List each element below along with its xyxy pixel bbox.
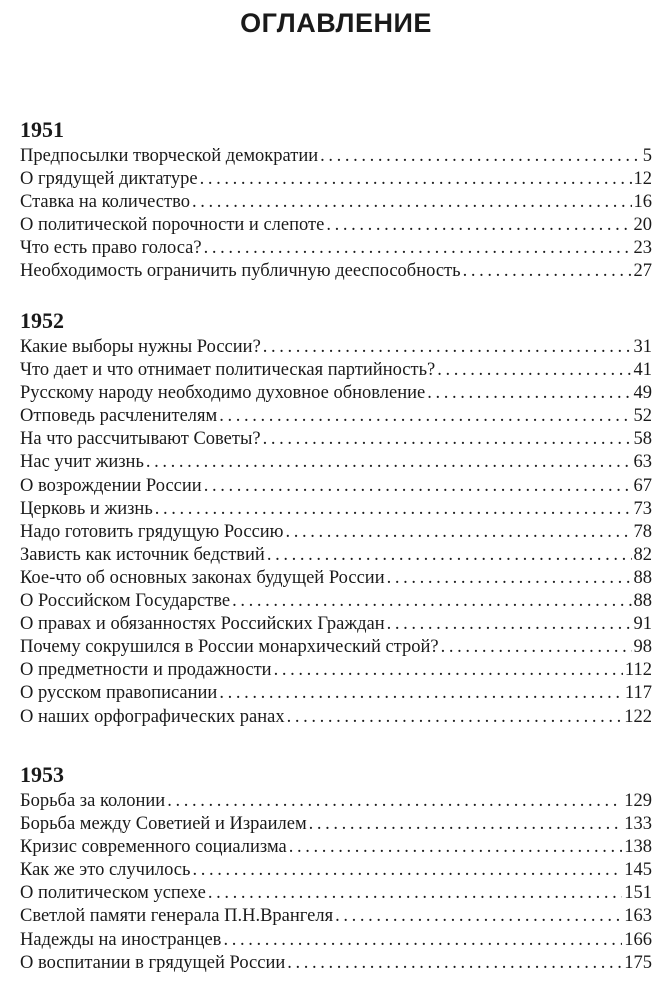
- toc-entry-page-number: 91: [633, 614, 652, 635]
- section-1951: [20, 117, 652, 284]
- toc-entry-page-number: 67: [633, 475, 652, 496]
- toc-entry-title: Предпосылки творческой демократии: [20, 146, 319, 166]
- toc-entry-title: Церковь и жизнь: [20, 498, 153, 519]
- dot-leader: [204, 237, 632, 260]
- dot-leader: [286, 521, 632, 544]
- dot-leader: [219, 405, 631, 428]
- dot-leader: [263, 428, 632, 451]
- toc-entry[interactable]: [20, 428, 652, 451]
- toc-entry[interactable]: [20, 929, 652, 952]
- toc-entry-title: Нас учит жизнь: [20, 452, 144, 473]
- dot-leader: [267, 544, 632, 567]
- toc-entry-page-number: 138: [624, 837, 652, 858]
- toc-entry[interactable]: [20, 882, 652, 905]
- dot-leader: [320, 145, 641, 168]
- toc-entry[interactable]: [20, 359, 652, 382]
- toc-entry-title: Какие выборы нужны России?: [20, 337, 261, 357]
- toc-entry-page-number: 82: [633, 544, 652, 565]
- entry-list: [20, 790, 652, 975]
- toc-entry[interactable]: [20, 191, 652, 214]
- dot-leader: [204, 475, 632, 498]
- toc-entry-page-number: 16: [633, 192, 652, 213]
- section-1952: [20, 308, 652, 729]
- toc-entry-title: Русскому народу необходимо духовное обновление: [20, 383, 426, 404]
- toc-entry-title: Почему сокрушился в России монархический строй?: [20, 637, 439, 658]
- dot-leader: [287, 952, 622, 975]
- toc-entry[interactable]: [20, 567, 652, 590]
- toc-entry-page-number: 5: [642, 146, 652, 166]
- toc-entry[interactable]: [20, 237, 652, 260]
- toc-entry[interactable]: [20, 405, 652, 428]
- toc-entry-title: О воспитании в грядущей России: [20, 952, 286, 973]
- toc-entry-title: Что есть право голоса?: [20, 238, 202, 259]
- toc-entry[interactable]: [20, 382, 652, 405]
- dot-leader: [192, 859, 622, 882]
- toc-entry-page-number: 98: [633, 637, 652, 658]
- section-1953: [20, 762, 652, 975]
- dot-leader: [387, 613, 632, 636]
- toc-entry-page-number: 52: [633, 406, 652, 427]
- toc-entry[interactable]: [20, 613, 652, 636]
- toc-entry[interactable]: [20, 451, 652, 474]
- toc-entry[interactable]: [20, 590, 652, 613]
- dot-leader: [441, 636, 632, 659]
- section-year: 1951: [20, 117, 64, 142]
- toc-entry-title: Отповедь расчленителям: [20, 406, 218, 427]
- toc-entry-title: Надо готовить грядущую Россию: [20, 521, 284, 542]
- page-title: ОГЛАВЛЕНИЕ: [240, 8, 432, 38]
- toc-entry-title: О политическом успехе: [20, 883, 206, 904]
- toc-entry-page-number: 58: [633, 429, 652, 450]
- entry-list: [20, 336, 652, 729]
- toc-entry[interactable]: [20, 498, 652, 521]
- toc-entry-page-number: 27: [633, 261, 652, 282]
- toc-entry-page-number: 166: [624, 929, 652, 950]
- toc-entry[interactable]: [20, 836, 652, 859]
- toc-entry[interactable]: [20, 659, 652, 682]
- dot-leader: [192, 191, 632, 214]
- dot-leader: [287, 706, 623, 729]
- toc-entry[interactable]: [20, 636, 652, 659]
- toc-entry-title: О политической порочности и слепоте: [20, 215, 325, 236]
- toc-entry[interactable]: [20, 706, 652, 729]
- dot-leader: [437, 359, 631, 382]
- toc-entry-page-number: 117: [624, 683, 652, 704]
- toc-entry-page-number: 88: [633, 591, 652, 612]
- toc-entry-title: Светлой памяти генерала П.Н.Врангеля: [20, 906, 334, 927]
- toc-entry-title: Ставка на количество: [20, 192, 190, 213]
- toc-entry[interactable]: [20, 145, 652, 168]
- toc-entry-page-number: 41: [633, 360, 652, 381]
- toc-entry-title: Надежды на иностранцев: [20, 929, 222, 950]
- toc-entry-page-number: 31: [633, 337, 652, 357]
- toc-entry-title: О предметности и продажности: [20, 660, 272, 681]
- toc-entry-title: О наших орфографических ранах: [20, 706, 285, 727]
- toc-entry-page-number: 63: [633, 452, 652, 473]
- dot-leader: [309, 813, 623, 836]
- dot-leader: [232, 590, 631, 613]
- toc-entry-title: Что дает и что отнимает политическая партийность?: [20, 360, 436, 381]
- dot-leader: [387, 567, 632, 590]
- toc-entry[interactable]: [20, 790, 652, 813]
- dot-leader: [463, 260, 632, 283]
- dot-leader: [200, 168, 632, 191]
- toc-entry-title: О правах и обязанностях Российских Граждан: [20, 614, 385, 635]
- dot-leader: [223, 929, 622, 952]
- toc-entry-title: Зависть как источник бедствий: [20, 544, 265, 565]
- dot-leader: [167, 790, 622, 813]
- toc-entry-page-number: 145: [624, 860, 652, 881]
- toc-entry[interactable]: [20, 475, 652, 498]
- toc-entry-title: Борьба за колонии: [20, 791, 166, 811]
- toc-entry-page-number: 163: [624, 906, 652, 927]
- toc-entry-title: Кое-что об основных законах будущей России: [20, 567, 385, 588]
- toc-entry-title: О возрождении России: [20, 475, 202, 496]
- toc-entry-page-number: 73: [633, 498, 652, 519]
- toc-entry-page-number: 49: [633, 383, 652, 404]
- toc-entry-title: Как же это случилось: [20, 860, 191, 881]
- toc-entry[interactable]: [20, 905, 652, 928]
- toc-entry[interactable]: [20, 336, 652, 359]
- toc-entry[interactable]: [20, 544, 652, 567]
- toc-entry-page-number: 78: [633, 521, 652, 542]
- toc-entry-page-number: 88: [633, 567, 652, 588]
- toc-entry-page-number: 112: [624, 660, 652, 681]
- toc-entry[interactable]: [20, 214, 652, 237]
- dot-leader: [326, 214, 631, 237]
- toc-entry-title: Борьба между Советией и Израилем: [20, 814, 307, 835]
- toc-entry-title: О русском правописании: [20, 683, 218, 704]
- toc-entry[interactable]: [20, 521, 652, 544]
- dot-leader: [208, 882, 622, 905]
- toc-entry-title: О Российском Государстве: [20, 591, 231, 612]
- dot-leader: [427, 382, 631, 405]
- dot-leader: [146, 451, 632, 474]
- toc-entry-page-number: 151: [624, 883, 652, 904]
- toc-entry-title: На что рассчитывают Советы?: [20, 429, 261, 450]
- dot-leader: [155, 498, 632, 521]
- toc-entry[interactable]: [20, 952, 652, 975]
- toc-entry-title: Кризис современного социализма: [20, 837, 287, 858]
- entry-list: [20, 145, 652, 284]
- toc-entry[interactable]: [20, 859, 652, 882]
- toc-entry-page-number: 175: [624, 952, 652, 973]
- toc-entry-title: О грядущей диктатуре: [20, 169, 198, 190]
- toc-entry-page-number: 20: [633, 215, 652, 236]
- toc-entry-page-number: 12: [633, 169, 652, 190]
- toc-entry-page-number: 122: [624, 706, 652, 727]
- toc-entry[interactable]: [20, 813, 652, 836]
- toc-entry-page-number: 133: [624, 814, 652, 835]
- dot-leader: [263, 336, 632, 359]
- toc-entry[interactable]: [20, 260, 652, 283]
- dot-leader: [219, 682, 623, 705]
- toc-entry-title: Необходимость ограничить публичную дееспособность: [20, 261, 461, 282]
- section-year: 1953: [20, 762, 64, 787]
- dot-leader: [289, 836, 622, 859]
- toc-entry-page-number: 129: [624, 791, 652, 811]
- dot-leader: [335, 905, 622, 928]
- toc-entry[interactable]: [20, 682, 652, 705]
- dot-leader: [274, 659, 623, 682]
- toc-entry[interactable]: [20, 168, 652, 191]
- section-year: 1952: [20, 308, 64, 333]
- toc-entry-page-number: 23: [633, 238, 652, 259]
